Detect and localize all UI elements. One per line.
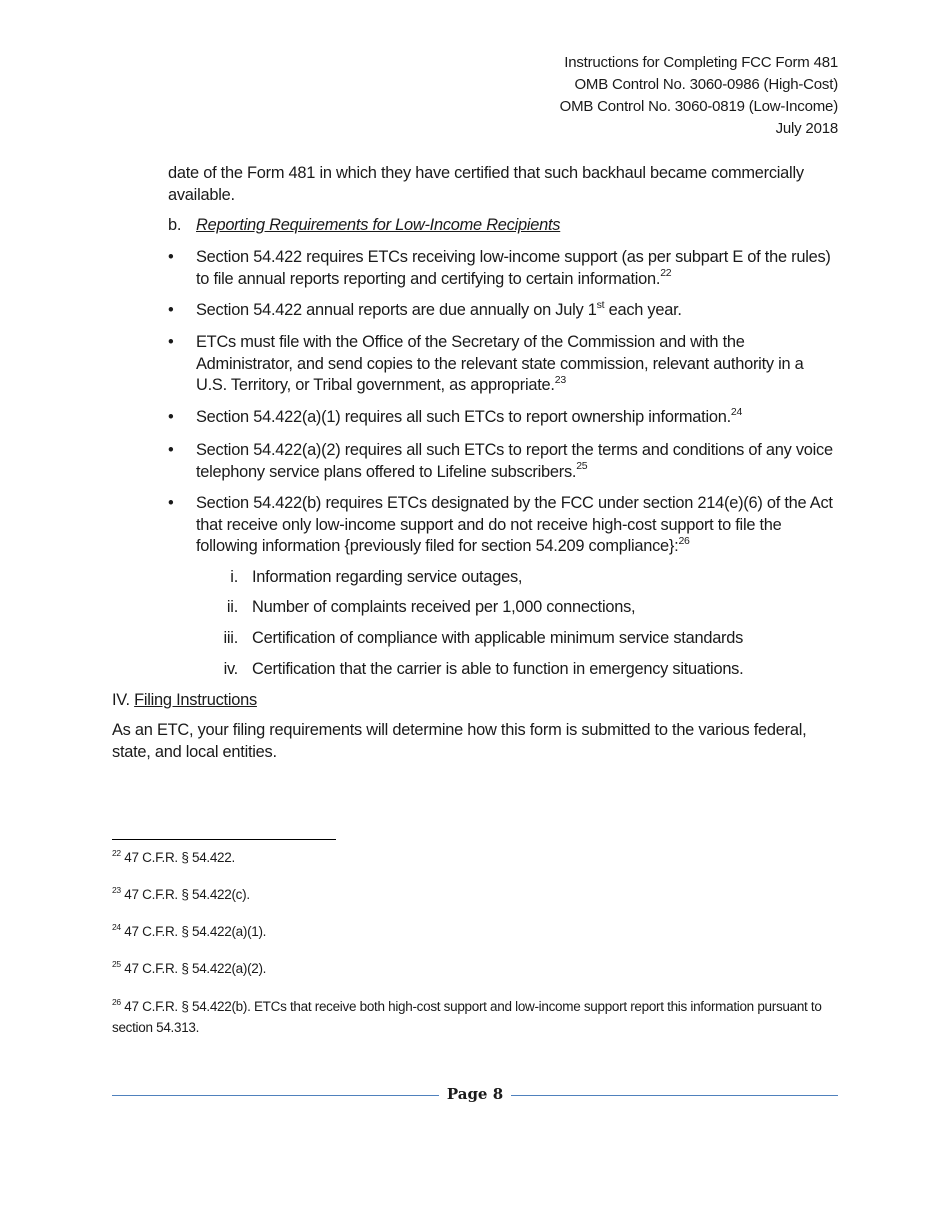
list-item [168,407,838,429]
list-item [168,332,838,397]
roman-item-text: Information regarding service outages, [252,568,523,586]
footnote-ref: 22 [660,267,672,280]
roman-item-text: Certification that the carrier is able to function in emergency situations. [252,660,744,678]
footnote-ref: 26 [678,534,690,547]
subsection-heading [168,215,560,237]
ordinal-suffix: st [596,298,605,311]
header-omb-low-income: OMB Control No. 3060-0819 (Low-Income) [559,98,838,115]
roman-item-text: Number of complaints received per 1,000 connections, [252,598,636,616]
list-item-text: Section 54.422(b) requires ETCs designated by the FCC under section 214(e)(6) of the Act that receive only low-income support and do not receive high-cost support to file the following information {previously filed for section 54.209 compliance}: [196,494,833,555]
roman-numeral: i. [230,568,238,586]
section-number: IV. [112,691,130,709]
footnote-text: 47 C.F.R. § 54.422(c). [120,887,250,902]
footnote-number: 26 [112,996,121,1007]
footnote-text: 47 C.F.R. § 54.422. [120,850,235,865]
list-item-text: ETCs must file with the Office of the Secretary of the Commission and with the Administrator, and send copies to the relevant state commission, relevant authority in a U.S. Territory, or Tribal government, as appropriate. [196,333,804,394]
list-item [168,493,838,558]
footnote [112,921,838,942]
list-item-text: Section 54.422(a)(1) requires all such ETCs to report ownership information. [196,408,731,426]
footnote [112,884,838,905]
subsection-title: Reporting Requirements for Low-Income Recipients [196,216,561,234]
continuation-paragraph: date of the Form 481 in which they have certified that such backhaul became commercially available. [168,164,804,204]
footnote-number: 22 [112,847,121,858]
footnote-number: 24 [112,921,121,932]
footnote-number: 23 [112,884,121,895]
footnote [112,958,838,979]
list-item-text: Section 54.422(a)(2) requires all such ETCs to report the terms and conditions of any voice telephony service plans offered to Lifeline subscribers. [196,441,833,481]
roman-list-item [196,628,743,650]
section-heading [112,690,257,712]
roman-numeral: ii. [226,598,238,616]
subsection-label: b. [168,216,182,234]
roman-list-item [196,597,635,619]
page-number-label: Page 8 [439,1085,511,1103]
list-item [168,247,838,290]
roman-item-text: Certification of compliance with applicable minimum service standards [252,629,744,647]
footnote-ref: 23 [554,373,566,386]
bullet-dot: • [168,301,174,319]
roman-numeral: iv. [223,660,238,678]
footnote-number: 25 [112,958,121,969]
roman-list-item [196,567,522,589]
filing-paragraph: As an ETC, your filing requirements will determine how this form is submitted to the various federal, state, and local entities. [112,721,807,761]
header-omb-high-cost: OMB Control No. 3060-0986 (High-Cost) [574,76,838,93]
bullet-dot: • [168,333,174,351]
footnote-text: 47 C.F.R. § 54.422(a)(1). [120,924,267,939]
footnote [112,847,838,868]
footnote-ref: 25 [576,460,588,473]
header-date: July 2018 [775,120,838,137]
footnote-text: 47 C.F.R. § 54.422(b). ETCs that receive both high-cost support and low-income support report this information pursuant to section 54.313. [112,999,822,1035]
header-form-title: Instructions for Completing FCC Form 481 [564,54,838,71]
section-title: Filing Instructions [134,691,257,709]
roman-list-item [196,659,743,681]
list-item-text: Section 54.422 annual reports are due annually on July 1 [196,301,597,319]
document-header [560,52,838,140]
bullet-dot: • [168,441,174,459]
footnote-text: 47 C.F.R. § 54.422(a)(2). [120,961,267,976]
list-item-text-cont: each year. [604,301,682,319]
footnote-separator [112,839,336,840]
footnote [112,996,838,1038]
roman-numeral: iii. [223,629,238,647]
bullet-dot: • [168,494,174,512]
page-number [0,1085,950,1103]
footnote-ref: 24 [730,405,743,418]
list-item [168,440,838,483]
list-item [168,300,838,322]
bullet-dot: • [168,408,174,426]
list-item-text: Section 54.422 requires ETCs receiving low-income support (as per subpart E of the rules) to file annual reports reporting and certifying to certain information. [196,248,831,288]
bullet-dot: • [168,248,174,266]
